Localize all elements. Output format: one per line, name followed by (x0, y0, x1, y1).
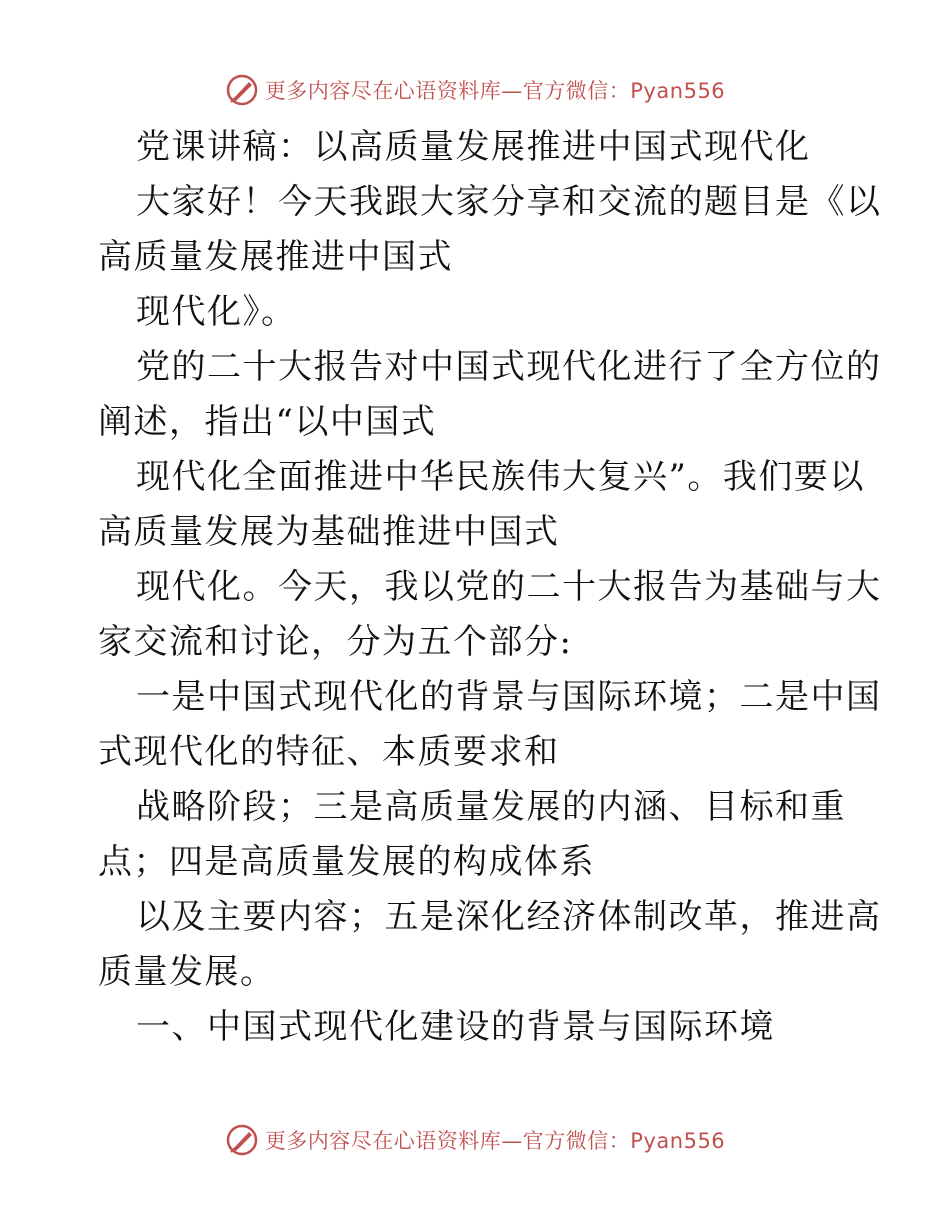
text-line: 党的二十大报告对中国式现代化进行了全方位的 (136, 347, 882, 387)
quill-pen-logo-icon (225, 73, 259, 107)
header-watermark-banner (0, 70, 950, 110)
text-line: 家交流和讨论，分为五个部分: (98, 622, 573, 662)
text-line: 一是中国式现代化的背景与国际环境；二是中国 (136, 677, 882, 717)
text-line: 现代化。今天，我以党的二十大报告为基础与大 (136, 567, 882, 607)
footer-watermark-banner (0, 1120, 950, 1160)
text-line: 式现代化的特征、本质要求和 (98, 732, 560, 772)
document-body (98, 120, 882, 1055)
text-line: 战略阶段；三是高质量发展的内涵、目标和重 (136, 787, 846, 827)
text-line: 高质量发展推进中国式 (98, 237, 453, 277)
text-line: 质量发展。 (98, 952, 276, 992)
text-line: 高质量发展为基础推进中国式 (98, 512, 560, 552)
text-line: 现代化全面推进中华民族伟大复兴”。我们要以 (136, 457, 865, 497)
text-line: 点；四是高质量发展的构成体系 (98, 842, 595, 882)
text-line: 一、中国式现代化建设的背景与国际环境 (136, 1007, 775, 1047)
watermark-text: 更多内容尽在心语资料库—官方微信：Pyan556 (264, 79, 726, 103)
text-line: 以及主要内容；五是深化经济体制改革，推进高 (136, 897, 882, 937)
quill-pen-logo-icon (225, 1123, 259, 1157)
text-line: 现代化》。 (136, 292, 297, 332)
text-line: 阐述，指出“以中国式 (98, 402, 437, 442)
text-line: 党课讲稿：以高质量发展推进中国式现代化 (136, 127, 811, 167)
watermark-text: 更多内容尽在心语资料库—官方微信：Pyan556 (264, 1129, 726, 1153)
text-line: 大家好！今天我跟大家分享和交流的题目是《以 (136, 182, 882, 222)
